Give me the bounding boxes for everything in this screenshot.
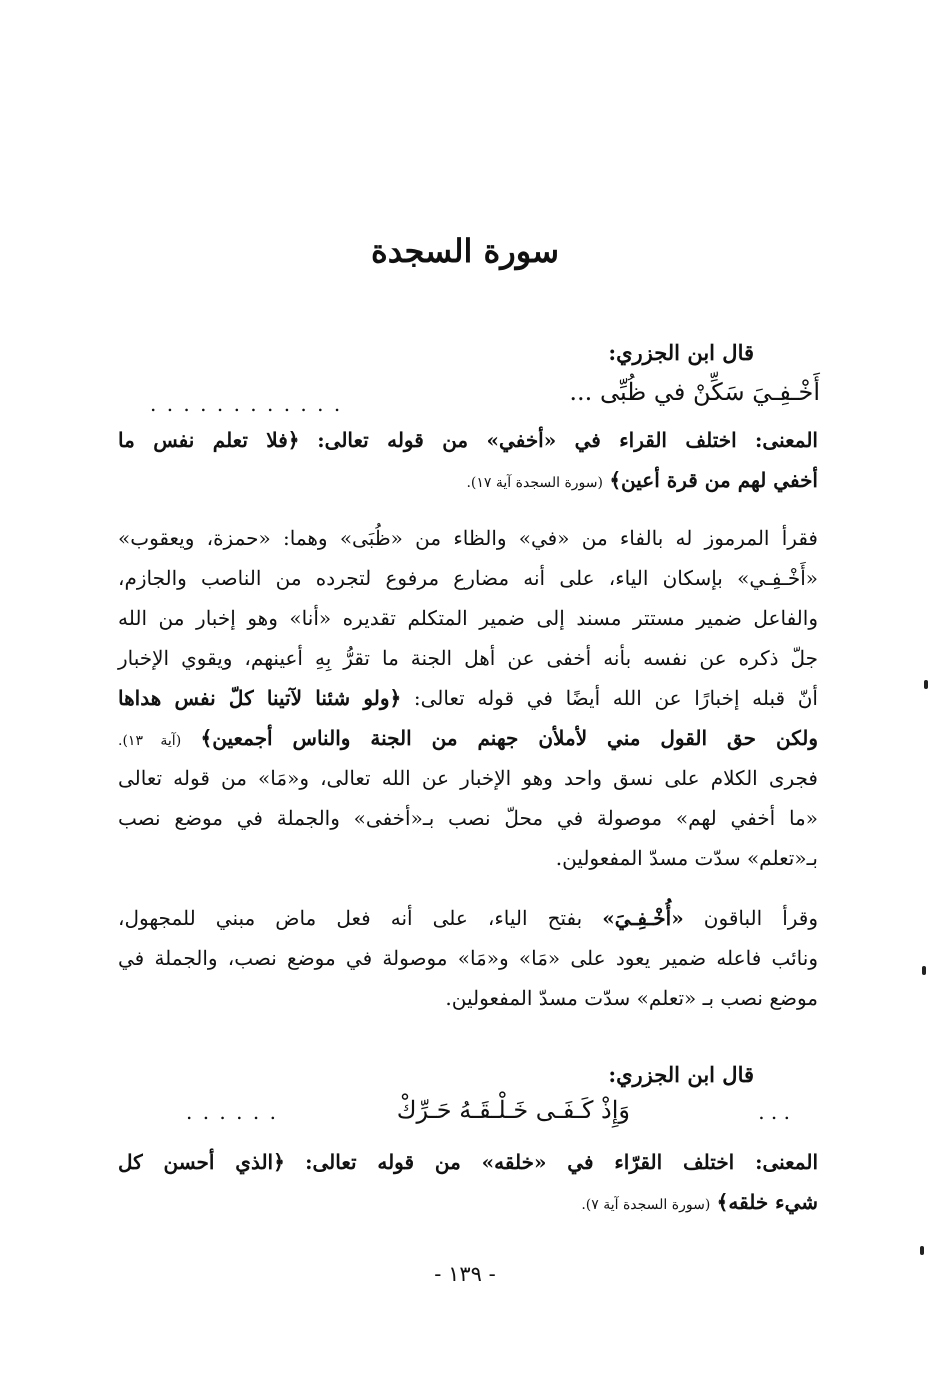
verse-line: أَخْـفِـيَ سَكِّنْ في ظُبِّى ... — [569, 378, 820, 406]
quran-quote: ﴿الذي أحسن كل — [118, 1150, 285, 1174]
section-heading: قال ابن الجزري: — [608, 340, 754, 365]
section-heading: قال ابن الجزري: — [608, 1062, 754, 1087]
quran-quote: ﴿ولو شئنا لآتينا كلّ نفس هداها — [118, 686, 402, 710]
paragraph-text: بفتح الياء، على أنه فعل ماض مبني للمجهول، — [118, 906, 583, 930]
meaning-label: المعنى: اختلف القراء في «أخفي» من قوله تعالى: — [317, 428, 818, 452]
quran-quote: أخفي لهم من قرة أعين﴾ — [609, 468, 818, 492]
quran-quote: ولكن حق القول مني لأملأن جهنم من الجنة والناس أجمعين﴾ — [200, 726, 818, 750]
meaning-line — [118, 428, 818, 452]
meaning-label: المعنى: اختلف القرّاء في «خلقه» من قوله تعالى: — [305, 1150, 819, 1174]
paragraph-line: ونائب فاعله ضمير يعود على «مَا» و«مَا» موصولة في موضع نصب، والجملة في — [118, 946, 818, 970]
paragraph-line — [118, 726, 818, 750]
verse-reference: (سورة السجدة آية ٧). — [581, 1197, 711, 1213]
paragraph-text: وقرأ الباقون — [703, 906, 819, 930]
paragraph-line: فجرى الكلام على نسق واحد وهو الإخبار عن الله تعالى، و«مَا» من قوله تعالى — [118, 766, 818, 790]
scan-mark — [924, 680, 928, 689]
verse-reference: (آية ١٣). — [118, 733, 182, 749]
verse-reference: (سورة السجدة آية ١٧). — [466, 475, 603, 491]
meaning-line — [118, 1190, 818, 1214]
verse-dots: . . . . . . . . . . . . — [150, 392, 343, 416]
reading-word: «أُخْـفِـيَ» — [602, 906, 684, 930]
paragraph-text: أنّ قبله إخبارًا عن الله أيضًا في قوله تعالى: — [413, 686, 818, 710]
paragraph-line: والفاعل ضمير مستتر مسند إلى ضمير المتكلم تقديره «أنا» وهو إخبار من الله — [118, 606, 818, 630]
paragraph-line — [118, 906, 818, 930]
paragraph-line: جلّ ذكره عن نفسه بأنه أخفى عن أهل الجنة ما تقرُّ بِهِ أعينهم، ويقوي الإخبار — [118, 646, 818, 670]
scan-mark — [922, 966, 926, 975]
paragraph-line: بـ«تعلم» سدّت مسدّ المفعولين. — [555, 846, 818, 870]
verse-dots: . . . — [758, 1100, 790, 1124]
paragraph-line: «ما أخفي لهم» موصولة في محلّ نصب بـ«أخفى» والجملة في موضع نصب — [118, 806, 818, 830]
verse-dots: . . . . . . — [186, 1100, 278, 1124]
paragraph-line: فقرأ المرموز له بالفاء من «في» والظاء من «ظُبَى» وهما: «حمزة، ويعقوب» — [118, 526, 818, 550]
meaning-line — [118, 468, 818, 492]
verse-line: وَإِذْ كَـفَـى خَـلْـقَـهُ حَـرِّكْ — [396, 1096, 630, 1124]
scan-mark — [920, 1246, 924, 1255]
paragraph-line: «أَخْـفِـي» بإسكان الياء، على أنه مضارع مرفوع لتجرده من الناصب والجازم، — [118, 566, 818, 590]
paragraph-line — [118, 686, 818, 710]
chapter-title: سورة السجدة — [370, 232, 560, 270]
page-number: - ١٣٩ - — [434, 1262, 496, 1286]
paragraph-line: موضع نصب بـ «تعلم» سدّت مسدّ المفعولين. — [445, 986, 818, 1010]
quran-quote: ﴿فلا تعلم نفس ما — [118, 428, 300, 452]
quran-quote: شيء خلقه﴾ — [716, 1190, 818, 1214]
meaning-line — [118, 1150, 818, 1174]
